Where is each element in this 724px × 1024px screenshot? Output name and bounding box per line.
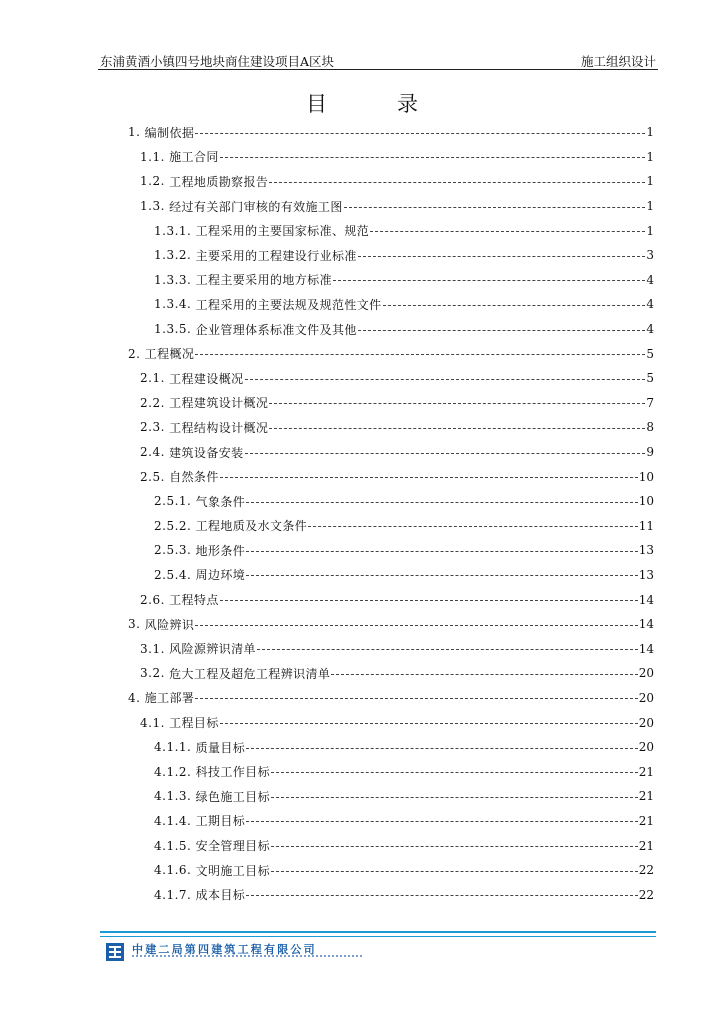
toc-entry-number: 2.5.4. (154, 567, 192, 582)
page-header (100, 50, 656, 70)
toc-entry-number: 4.1.4. (154, 813, 192, 828)
toc-entry-number: 3.2. (140, 666, 165, 681)
toc-entry[interactable] (128, 612, 654, 637)
toc-entry-title: 工程采用的主要国家标准、规范 (195, 224, 370, 239)
toc-entry-number: 1.3.2. (154, 248, 192, 263)
toc-entry-number: 1.2. (140, 174, 165, 189)
toc-entry-number: 3.1. (140, 641, 165, 656)
toc-dot-leader (195, 354, 645, 355)
toc-entry[interactable] (128, 514, 654, 539)
toc-entry[interactable] (128, 391, 654, 416)
toc-dot-leader (245, 379, 645, 380)
toc-title-char-1: 目 (306, 92, 327, 116)
toc-entry[interactable] (128, 858, 654, 883)
toc-dot-leader (246, 895, 638, 896)
toc-dot-leader (269, 182, 645, 183)
toc-dot-leader (246, 821, 638, 822)
toc-entry-number: 2.6. (140, 592, 165, 607)
toc-entry-page: 13 (638, 543, 654, 558)
toc-dot-leader (195, 133, 645, 134)
toc-entry-page: 21 (638, 764, 654, 779)
toc-dot-leader (358, 330, 645, 331)
toc-entry-page: 21 (638, 813, 654, 828)
toc-dot-leader (246, 551, 638, 552)
toc-entry[interactable] (128, 882, 654, 907)
toc-entry-title: 工程结构设计概况 (169, 420, 269, 435)
toc-entry-title: 周边环境 (195, 568, 246, 583)
toc-entry-page: 22 (638, 887, 654, 902)
toc-entry[interactable] (128, 686, 654, 711)
toc-entry-number: 2.5.3. (154, 543, 192, 558)
toc-entry-number: 2.3. (140, 420, 165, 435)
toc-entry-page: 1 (646, 174, 654, 189)
toc-entry-title: 工程目标 (169, 716, 219, 731)
toc-entry[interactable] (128, 661, 654, 686)
header-document-type: 施工组织设计 (580, 54, 656, 69)
toc-entry[interactable] (128, 563, 654, 588)
toc-entry-title: 工程地质及水文条件 (195, 519, 308, 534)
toc-entry-page: 20 (638, 666, 654, 681)
toc-entry-page: 20 (638, 690, 654, 705)
toc-dot-leader (245, 453, 645, 454)
toc-entry-page: 20 (638, 740, 654, 755)
toc-entry[interactable] (128, 759, 654, 784)
toc-entry-page: 5 (646, 371, 654, 386)
toc-entry-title: 危大工程及超危工程辨识清单 (169, 666, 331, 681)
toc-entry-title: 科技工作目标 (195, 765, 270, 780)
toc-entry-page: 21 (638, 789, 654, 804)
toc-entry-number: 4.1.6. (154, 863, 192, 878)
toc-entry[interactable] (128, 833, 654, 858)
toc-entry-page: 22 (638, 863, 654, 878)
toc-entry-number: 2.1. (140, 371, 165, 386)
toc-entry[interactable] (128, 538, 654, 563)
header-rule (98, 69, 658, 70)
toc-dot-leader (333, 280, 645, 281)
toc-entry-page: 14 (638, 592, 654, 607)
toc-entry-number: 1.3.3. (154, 272, 192, 287)
page-footer (100, 940, 400, 964)
toc-entry-page: 10 (638, 469, 654, 484)
toc-entry-number: 2.5.1. (154, 494, 192, 509)
toc-entry-title: 施工部署 (144, 691, 195, 706)
toc-entry[interactable] (128, 194, 654, 219)
footer-rule-thick (100, 931, 656, 933)
toc-entry-title: 编制依据 (144, 125, 195, 140)
footer-rule-thin (100, 936, 656, 937)
toc-entry[interactable] (128, 317, 654, 342)
toc-entry-title: 风险源辨识清单 (169, 642, 256, 657)
toc-entry[interactable] (128, 169, 654, 194)
toc-entry-page: 1 (646, 199, 654, 214)
toc-entry-page: 3 (646, 248, 654, 263)
toc-entry-title: 风险辨识 (144, 617, 195, 632)
toc-entry-number: 1. (128, 125, 141, 140)
toc-dot-leader (271, 772, 638, 773)
header-project-name: 东浦黄酒小镇四号地块商住建设项目A区块 (100, 54, 335, 69)
toc-entry-title: 工程概况 (144, 347, 195, 362)
toc-entry-page: 1 (646, 149, 654, 164)
toc-entry[interactable] (128, 415, 654, 440)
toc-dot-leader (271, 871, 638, 872)
toc-entry-page: 10 (638, 494, 654, 509)
toc-dot-leader (344, 207, 645, 208)
toc-entry-number: 1.3.5. (154, 322, 192, 337)
toc-entry[interactable] (128, 710, 654, 735)
toc-dot-leader (271, 797, 638, 798)
toc-entry[interactable] (128, 587, 654, 612)
footer-english-subline (132, 955, 362, 960)
toc-dot-leader (331, 674, 637, 675)
toc-dot-leader (220, 477, 638, 478)
toc-entry-page: 14 (638, 617, 654, 632)
toc-entry-number: 2.2. (140, 395, 165, 410)
toc-entry-number: 2.4. (140, 445, 165, 460)
toc-entry-page: 9 (646, 445, 654, 460)
toc-entry-title: 自然条件 (169, 470, 219, 485)
toc-dot-leader (195, 625, 637, 626)
toc-dot-leader (257, 649, 638, 650)
toc-entry[interactable] (128, 366, 654, 391)
toc-entry[interactable] (128, 784, 654, 809)
toc-entry-number: 3. (128, 617, 141, 632)
toc-entry-number: 4.1.7. (154, 887, 192, 902)
toc-dot-leader (271, 846, 638, 847)
toc-entry-number: 1.3. (140, 199, 165, 214)
toc-dot-leader (269, 428, 645, 429)
toc-entry-number: 4.1.2. (154, 764, 192, 779)
toc-entry-page: 7 (646, 395, 654, 410)
toc-entry-title: 工期目标 (195, 814, 246, 829)
toc-entry-title: 气象条件 (195, 494, 246, 509)
toc-entry[interactable] (128, 440, 654, 465)
toc-entry-number: 4.1.1. (154, 740, 192, 755)
toc-entry-title: 工程采用的主要法规及规范性文件 (195, 297, 382, 312)
toc-entry[interactable] (128, 489, 654, 514)
toc-entry-title: 文明施工目标 (195, 863, 270, 878)
toc-entry[interactable] (128, 735, 654, 760)
toc-dot-leader (246, 748, 638, 749)
toc-entry-page: 4 (646, 322, 654, 337)
company-logo-icon (106, 943, 124, 961)
toc-entry-title: 建筑设备安装 (169, 445, 244, 460)
toc-entry-number: 2. (128, 346, 141, 361)
toc-entry[interactable] (128, 292, 654, 317)
toc-entry-number: 2.5. (140, 469, 165, 484)
toc-entry-title: 绿色施工目标 (195, 789, 270, 804)
toc-entry-number: 1.3.1. (154, 223, 192, 238)
footer-company-name: 中建二局第四建筑工程有限公司 (132, 943, 317, 956)
toc-entry[interactable] (128, 120, 654, 145)
toc-entry[interactable] (128, 268, 654, 293)
toc-entry-title: 地形条件 (195, 543, 246, 558)
toc-entry-page: 8 (646, 420, 654, 435)
toc-entry-title: 质量目标 (195, 740, 246, 755)
toc-dot-leader (246, 575, 638, 576)
toc-entry-page: 11 (638, 518, 654, 533)
toc-entry-title: 企业管理体系标准文件及其他 (195, 322, 357, 337)
toc-entry-title: 工程特点 (169, 593, 219, 608)
toc-entry[interactable] (128, 464, 654, 489)
toc-dot-leader (308, 526, 638, 527)
toc-entry[interactable] (128, 145, 654, 170)
toc-entry-number: 4.1.3. (154, 789, 192, 804)
toc-entry-title: 工程地质勘察报告 (169, 174, 269, 189)
toc-dot-leader (370, 231, 645, 232)
toc-entry[interactable] (128, 243, 654, 268)
toc-entry-title: 工程建筑设计概况 (169, 396, 269, 411)
toc-entry-page: 5 (646, 346, 654, 361)
toc-dot-leader (269, 403, 645, 404)
toc-dot-leader (220, 157, 645, 158)
toc-entry-title: 成本目标 (195, 888, 246, 903)
toc-entry[interactable] (128, 218, 654, 243)
toc-entry[interactable] (128, 341, 654, 366)
toc-entry-title: 工程建设概况 (169, 371, 244, 386)
toc-entry-title: 经过有关部门审核的有效施工图 (169, 199, 343, 214)
toc-dot-leader (220, 600, 638, 601)
toc-entry-number: 1.1. (140, 149, 165, 164)
toc-dot-leader (383, 305, 645, 306)
toc-entry-page: 20 (638, 715, 654, 730)
toc-entry-page: 4 (646, 272, 654, 287)
toc-entry-number: 2.5.2. (154, 518, 192, 533)
toc-entry-number: 4.1. (140, 715, 165, 730)
toc-entry[interactable] (128, 809, 654, 834)
toc-dot-leader (358, 256, 645, 257)
toc-entry-page: 14 (638, 641, 654, 656)
table-of-contents (128, 120, 654, 907)
toc-dot-leader (246, 502, 638, 503)
toc-entry-page: 1 (646, 125, 654, 140)
toc-entry-number: 1.3.4. (154, 297, 192, 312)
toc-entry-page: 13 (638, 567, 654, 582)
toc-entry-number: 4. (128, 690, 141, 705)
toc-dot-leader (195, 698, 637, 699)
toc-entry-page: 21 (638, 838, 654, 853)
toc-entry-page: 1 (646, 223, 654, 238)
toc-entry-number: 4.1.5. (154, 838, 192, 853)
toc-dot-leader (220, 723, 638, 724)
toc-entry-title: 安全管理目标 (195, 839, 270, 854)
toc-entry[interactable] (128, 636, 654, 661)
toc-entry-title: 主要采用的工程建设行业标准 (195, 248, 357, 263)
toc-entry-page: 4 (646, 297, 654, 312)
toc-entry-title: 施工合同 (169, 150, 219, 165)
toc-title-char-2: 录 (397, 92, 418, 116)
toc-entry-title: 工程主要采用的地方标准 (195, 273, 332, 288)
toc-title (0, 88, 724, 118)
